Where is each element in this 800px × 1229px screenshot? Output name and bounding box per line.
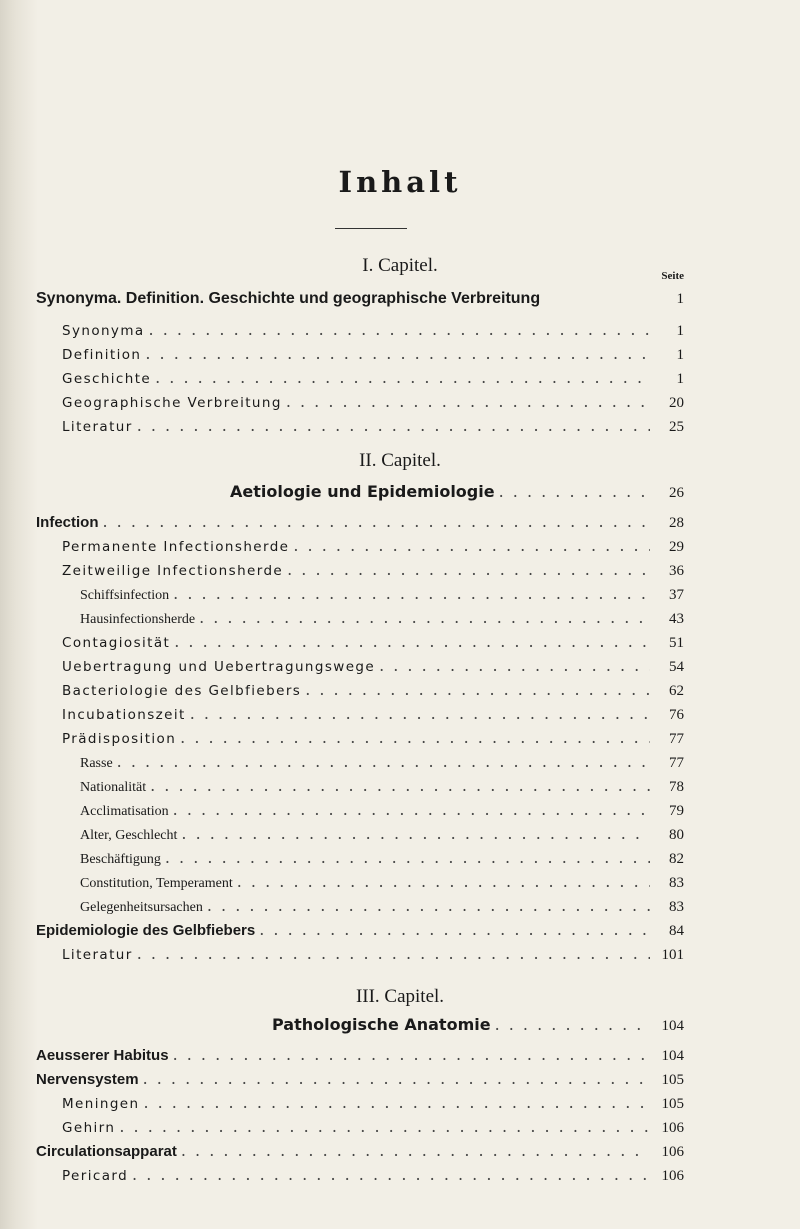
leader-dots [173, 800, 650, 820]
chapter-2-title-text: Aetiologie und Epidemiologie [230, 482, 495, 501]
toc-entry [62, 632, 684, 652]
toc-entry [62, 1165, 684, 1185]
toc-entry-page: 78 [669, 779, 684, 795]
toc-entry-label: Contagiosität [62, 635, 171, 651]
chapter-1-heading: I. Capitel. [362, 255, 438, 276]
chapter-1-title-page: 1 [676, 291, 684, 307]
toc-entry-label: Hausinfectionsherde [80, 612, 196, 627]
toc-entry-label: Acclimatisation [80, 804, 169, 819]
toc-entry-page: 106 [661, 1168, 684, 1184]
toc-entry-page: 105 [661, 1072, 684, 1088]
toc-entry-label: Meningen [62, 1096, 140, 1112]
toc-entry-label: Synonyma [62, 323, 145, 339]
toc-entry [62, 1117, 684, 1137]
toc-entry [62, 704, 684, 724]
toc-entry-page: 1 [676, 323, 684, 339]
leader-dots [132, 1165, 650, 1185]
toc-entry [62, 536, 684, 556]
leader-dots [149, 320, 650, 340]
toc-entry-page: 62 [669, 683, 684, 699]
toc-entry [80, 752, 684, 772]
toc-entry-page: 82 [669, 851, 684, 867]
leader-dots [145, 344, 650, 364]
toc-entry [62, 344, 684, 364]
toc-entry-page: 105 [661, 1096, 684, 1112]
chapter-3-title-page: 104 [661, 1018, 684, 1034]
toc-entry [80, 776, 684, 796]
toc-entry [62, 944, 684, 964]
toc-entry-page: 106 [661, 1144, 684, 1160]
chapter-2-heading: II. Capitel. [359, 450, 441, 471]
chapter-3-title [272, 1015, 684, 1035]
leader-dots [119, 1117, 650, 1137]
toc-entry-page: 77 [669, 755, 684, 771]
toc-entry-label: Geschichte [62, 371, 152, 387]
toc-entry-label: Zeitweilige Infectionsherde [62, 563, 284, 579]
leader-dots [499, 482, 650, 502]
toc-entry-page: 76 [669, 707, 684, 723]
leader-dots [173, 584, 650, 604]
leader-dots [150, 776, 650, 796]
toc-entry-page: 101 [661, 947, 684, 963]
toc-entry [62, 392, 684, 412]
toc-entry-page: 54 [669, 659, 684, 675]
toc-entry-label: Uebertragung und Uebertragungswege [62, 659, 376, 675]
toc-entry [36, 512, 684, 532]
toc-entry [80, 800, 684, 820]
toc-entry [80, 584, 684, 604]
leader-dots [190, 704, 650, 724]
toc-entry-page: 83 [669, 875, 684, 891]
toc-entry-label: Literatur [62, 947, 133, 963]
toc-entry-page: 104 [661, 1048, 684, 1064]
toc-entry [36, 1045, 684, 1065]
leader-dots [137, 416, 650, 436]
leader-dots [495, 1015, 650, 1035]
toc-entry-page: 29 [669, 539, 684, 555]
chapter-1-title [36, 289, 684, 309]
toc-entry-label: Incubationszeit [62, 707, 186, 723]
toc-entry-page: 28 [669, 515, 684, 531]
toc-entry [80, 872, 684, 892]
toc-entry-label: Epidemiologie des Gelbfiebers [36, 922, 256, 939]
leader-dots [137, 944, 650, 964]
toc-entry-page: 83 [669, 899, 684, 915]
toc-entry-label: Definition [62, 347, 142, 363]
chapter-2-title [230, 482, 684, 502]
toc-entry [36, 920, 684, 940]
toc-entry [62, 560, 684, 580]
chapter-2-title-page: 26 [669, 485, 684, 501]
toc-entry-label: Permanente Infectionsherde [62, 539, 290, 555]
toc-entry-page: 79 [669, 803, 684, 819]
leader-dots [207, 896, 650, 916]
toc-entry-label: Rasse [80, 756, 113, 771]
chapter-3-title-text: Pathologische Anatomie [272, 1015, 491, 1034]
chapter-1-title-text: Synonyma. Definition. Geschichte und geographische Verbreitung [36, 290, 541, 307]
toc-entry-label: Literatur [62, 419, 133, 435]
leader-dots [181, 824, 650, 844]
leader-dots [287, 560, 650, 580]
toc-entry [80, 824, 684, 844]
toc-entry-page: 20 [669, 395, 684, 411]
leader-dots [237, 872, 650, 892]
toc-entry-page: 80 [669, 827, 684, 843]
leader-dots [379, 656, 650, 676]
toc-entry-page: 1 [676, 347, 684, 363]
leader-dots [259, 920, 650, 940]
leader-dots [293, 536, 650, 556]
leader-dots [286, 392, 650, 412]
toc-entry [62, 368, 684, 388]
toc-entry-label: Aeusserer Habitus [36, 1047, 169, 1064]
toc-entry-label: Alter, Geschlecht [80, 828, 178, 843]
toc-entry [36, 1069, 684, 1089]
toc-entry-label: Circulationsapparat [36, 1143, 177, 1160]
leader-dots [103, 512, 651, 532]
leader-dots [199, 608, 650, 628]
toc-entry [80, 848, 684, 868]
toc-entry-page: 77 [669, 731, 684, 747]
seite-label: Seite [661, 270, 684, 282]
toc-entry-label: Beschäftigung [80, 852, 161, 867]
leader-dots [181, 1141, 650, 1161]
toc-entry [62, 1093, 684, 1113]
toc-entry-page: 106 [661, 1120, 684, 1136]
toc-entry [62, 728, 684, 748]
leader-dots [173, 1045, 650, 1065]
toc-entry-label: Nervensystem [36, 1071, 139, 1088]
title-rule [335, 228, 407, 229]
toc-entry-label: Nationalität [80, 780, 147, 795]
leader-dots [143, 1069, 650, 1089]
toc-entry [80, 896, 684, 916]
toc-entry-label: Constitution, Temperament [80, 876, 233, 891]
leader-dots [305, 680, 650, 700]
toc-entry-label: Bacteriologie des Gelbfiebers [62, 683, 302, 699]
toc-entry-page: 37 [669, 587, 684, 603]
toc-entry-page: 43 [669, 611, 684, 627]
page-title: Inhalt [338, 165, 462, 199]
toc-entry-label: Pericard [62, 1168, 129, 1184]
toc-entry-page: 25 [669, 419, 684, 435]
leader-dots [143, 1093, 650, 1113]
toc-entry-page: 84 [669, 923, 684, 939]
toc-entry [62, 680, 684, 700]
toc-entry-label: Gehirn [62, 1120, 116, 1136]
toc-entry-page: 36 [669, 563, 684, 579]
leader-dots [165, 848, 650, 868]
toc-entry-label: Gelegenheitsursachen [80, 900, 203, 915]
leader-dots [155, 368, 650, 388]
leader-dots [117, 752, 650, 772]
toc-entry-label: Prädisposition [62, 731, 177, 747]
leader-dots [174, 632, 650, 652]
chapter-3-heading: III. Capitel. [355, 986, 445, 1007]
toc-entry-label: Infection [36, 514, 99, 531]
toc-entry-label: Geographische Verbreitung [62, 395, 282, 411]
toc-entry-page: 1 [676, 371, 684, 387]
toc-entry [62, 320, 684, 340]
leader-dots [180, 728, 650, 748]
toc-entry [62, 416, 684, 436]
toc-entry-page: 51 [669, 635, 684, 651]
toc-entry [36, 1141, 684, 1161]
toc-entry-label: Schiffsinfection [80, 588, 170, 603]
toc-entry [80, 608, 684, 628]
toc-entry [62, 656, 684, 676]
